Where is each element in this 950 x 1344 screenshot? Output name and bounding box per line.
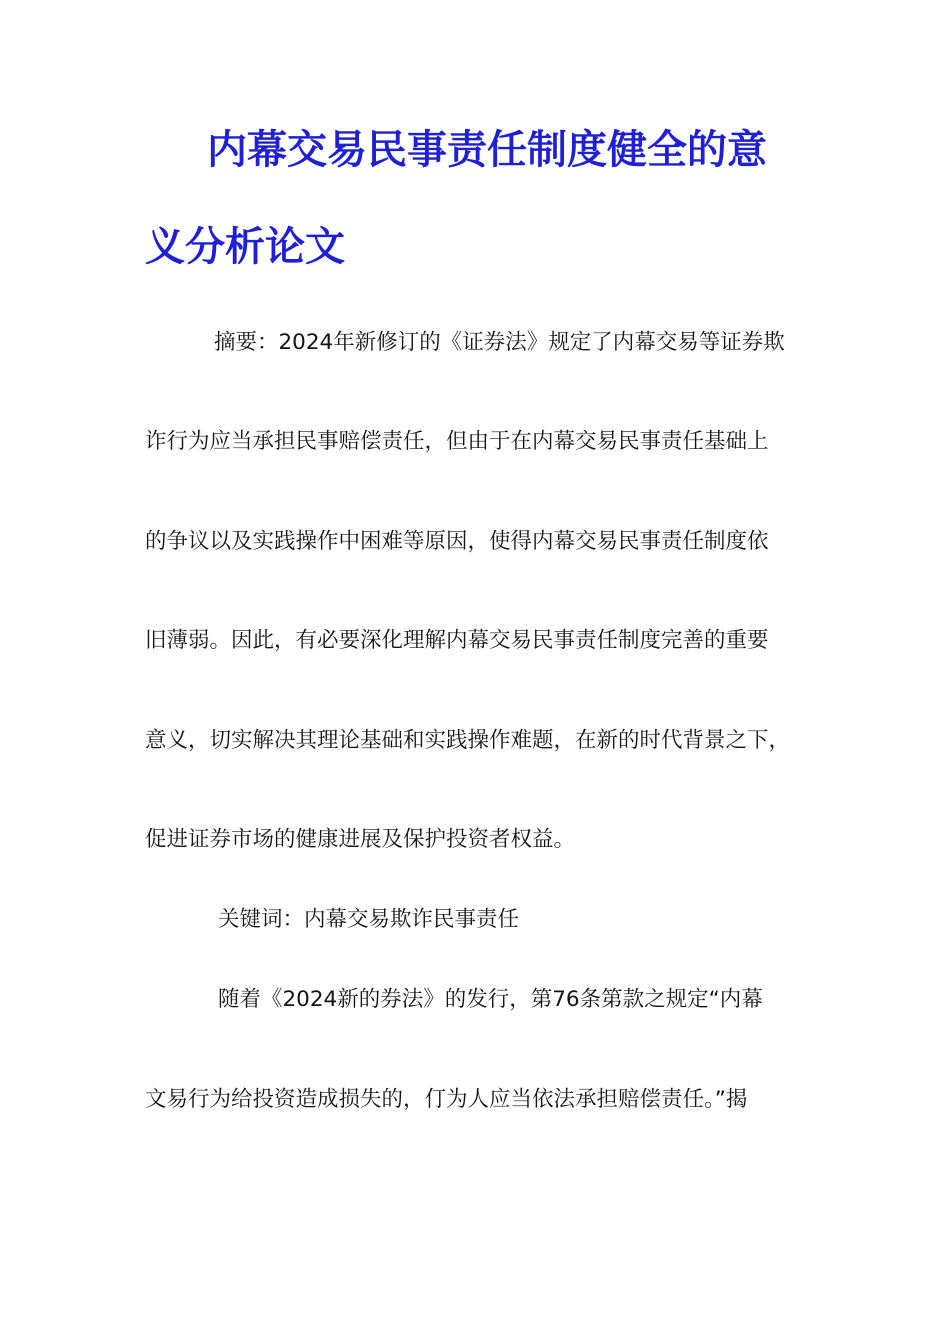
document-title-line-1: 内幕交易民事责任制度健全的意 (207, 127, 767, 173)
abstract-line-3: 的争议以及实践操作中困难等原因，使得内幕交易民事责任制度依 (145, 529, 769, 554)
body-paragraph-line-2: 文易行为给投资造成损失的，仃为人应当依法承担赔偿责任。”揭 (145, 1087, 748, 1112)
abstract-line-4: 旧薄弱。因此，有必要深化理解内幕交易民事责任制度完善的重要 (145, 628, 769, 653)
abstract-line-6: 促进证券市场的健康进展及保护投资者权益。 (145, 827, 576, 852)
abstract-line-1: 摘要：2024年新修订的《证券法》规定了内幕交易等证券欺 (214, 330, 785, 355)
document-title-line-2: 义分析论文 (145, 224, 345, 270)
body-paragraph-line-1: 随着《2024新的券法》的发行，第76条第款之规定“内幕 (218, 987, 763, 1012)
keywords-line: 关键词：内幕交易欺诈民事责任 (218, 907, 520, 932)
abstract-line-2: 诈行为应当承担民事赔偿责任，但由于在内幕交易民事责任基础上 (145, 429, 769, 454)
abstract-line-5: 意义，切实解决其理论基础和实践操作难题，在新的时代背景之下， (145, 728, 791, 753)
